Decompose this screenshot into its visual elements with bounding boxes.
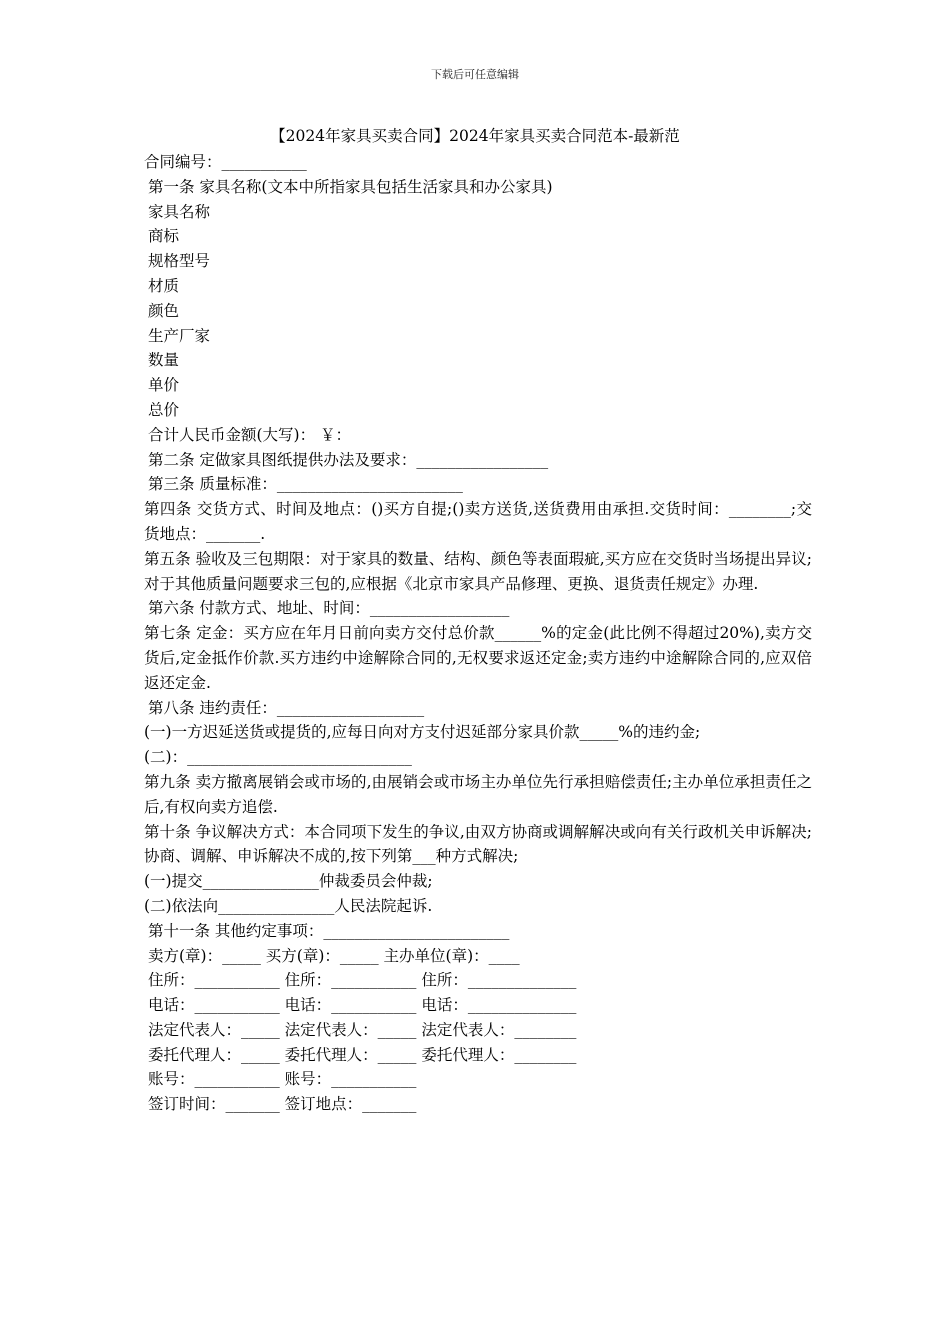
article-7: 第七条 定金：买方应在年月日前向卖方交付总价款______%的定金(此比例不得超过20%),卖方交货后,定金抵作价款.买方违约中途解除合同的,无权要求返还定金;卖方违约中途解除合同的,应双倍返还定金. [144,624,812,692]
article-4: 第四条 交货方式、时间及地点：()买方自提;()卖方送货,送货费用由承担.交货时间：________;交货地点：_______. [144,500,812,543]
article-11: 第十一条 其他约定事项：________________________ [148,921,510,940]
article-3: 第三条 质量标准：________________________ [148,475,463,494]
field-color: 颜色 [148,301,180,320]
signature-date-place-line: 签订时间：_______ 签订地点：_______ [148,1095,417,1114]
header-note: 下载后可任意编辑 [431,68,519,81]
article-1-heading: 第一条 家具名称(文本中所指家具包括生活家具和办公家具) [148,177,553,196]
field-furniture-name: 家具名称 [148,202,211,221]
article-9: 第九条 卖方撤离展销会或市场的,由展销会或市场主办单位先行承担赔偿责任;主办单位承担责任之后,有权向卖方追偿. [144,772,812,816]
article-5: 第五条 验收及三包期限：对于家具的数量、结构、颜色等表面瑕疵,买方应在交货时当场提出异议;对于其他质量问题要求三包的,应根据《北京市家具产品修理、更换、退货责任规定》办理. [144,549,812,593]
contract-body [144,150,812,1117]
document-title: 【2024年家具买卖合同】2024年家具买卖合同范本-最新范 [270,127,680,145]
article-10: 第十条 争议解决方式：本合同项下发生的争议,由双方协商或调解解决或向有关行政机关申诉解决;协商、调解、申诉解决不成的,按下列第___种方式解决; [144,822,812,866]
article-8-item-1: (一)一方迟延送货或提货的,应每日向对方支付迟延部分家具价款_____%的违约金; [144,723,701,742]
field-spec-model: 规格型号 [148,252,211,271]
field-material: 材质 [148,276,180,295]
contract-number-line: 合同编号：___________ [144,153,307,171]
signature-legal-rep-line: 法定代表人：_____ 法定代表人：_____ 法定代表人：________ [148,1020,577,1039]
article-10-item-2: (二)依法向_______________人民法院起诉. [144,896,433,915]
field-quantity: 数量 [148,351,180,370]
field-total-price: 总价 [148,400,180,419]
field-trademark: 商标 [148,227,180,246]
article-8-item-2: (二)：_____________________________ [144,748,412,767]
signature-phone-line: 电话：___________ 电话：___________ 电话：______________ [148,996,577,1015]
article-8: 第八条 违约责任：___________________ [148,698,425,717]
article-6: 第六条 付款方式、地址、时间：__________________ [148,599,510,618]
field-manufacturer: 生产厂家 [148,326,211,345]
article-2: 第二条 定做家具图纸提供办法及要求：_________________ [148,450,549,469]
signature-parties-line: 卖方(章)：_____ 买方(章)：_____ 主办单位(章)：____ [148,946,520,965]
field-unit-price: 单价 [148,376,180,395]
article-10-item-1: (一)提交_______________仲裁委员会仲裁; [144,872,433,891]
signature-address-line: 住所：___________ 住所：___________ 住所：______________ [148,971,577,990]
field-total-amount: 合计人民币金额(大写)： ￥： [148,425,352,444]
signature-account-line: 账号：___________ 账号：___________ [148,1070,417,1089]
signature-agent-line: 委托代理人：_____ 委托代理人：_____ 委托代理人：________ [148,1045,577,1064]
